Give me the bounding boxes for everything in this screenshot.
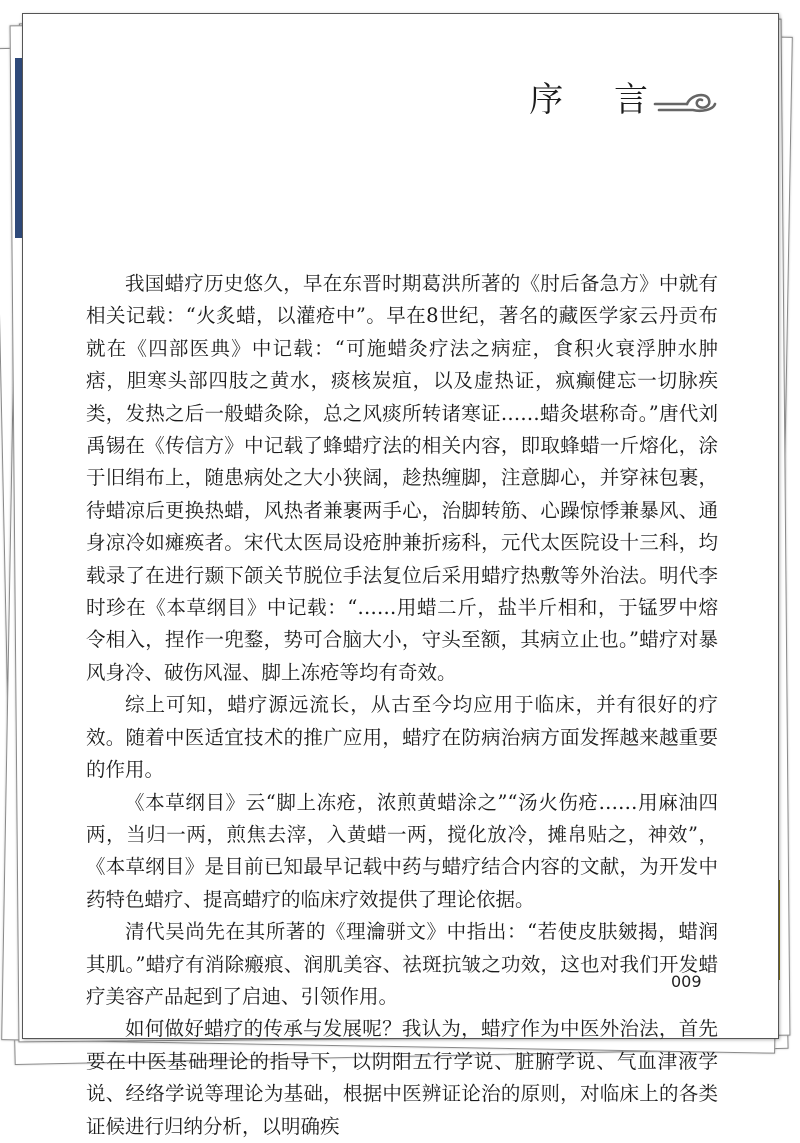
paragraph: 《本草纲目》云“脚上冻疮，浓煎黄蜡涂之”“汤火伤疮……用麻油四两，当归一两，煎焦去滓，入黄蜡一两，搅化放冷，摊帛贴之，神效”，《本草纲目》是目前已知最早记载中药与蜡疗结合内容的文献，为开发中药特色蜡疗、提高蜡疗的临床疗效提供了理论依据。 [86, 790, 718, 911]
page-number: 009 [671, 972, 702, 991]
book-page [22, 13, 779, 1138]
page-title: 序 言 [529, 80, 668, 120]
cloud-ornament-icon [653, 86, 719, 116]
paragraph: 清代吴尚先在其所著的《理瀹骈文》中指出：“若使皮肤皴揭，蜡润其肌。”蜡疗有消除瘢痕、润肌美容、祛斑抗皱之功效，这也对我们开发蜡疗美容产品起到了启迪、引领作用。 [86, 920, 718, 1008]
preface-body [86, 268, 718, 1143]
paragraph: 综上可知，蜡疗源远流长，从古至今均应用于临床，并有很好的疗效。随着中医适宜技术的推广应用，蜡疗在防病治病方面发挥越来越重要的作用。 [86, 693, 718, 782]
paragraph: 如何做好蜡疗的传承与发展呢？我认为，蜡疗作为中医外治法，首先要在中医基础理论的指导下，以阴阳五行学说、脏腑学说、气血津液学说、经络学说等理论为基础，根据中医辨证论治的原则，对临床上的各类证候进行归纳分析，以明确疾 [86, 1017, 718, 1138]
paragraph: 我国蜡疗历史悠久，早在东晋时期葛洪所著的《肘后备急方》中就有相关记载：“火炙蜡，以灌疮中”。早在8世纪，著名的藏医学家云丹贡布就在《四部医典》中记载：“可施蜡灸疗法之病症，食积火衰浮肿水肿痞，胆寒头部四肢之黄水，痰核炭疽，以及虚热证，疯癫健忘一切脉疾类，发热之后一般蜡灸除，总之风痰所转诸寒证……蜡灸堪称奇。”唐代刘禹锡在《传信方》中记载了蜂蜡疗法的相关内容，即取蜂蜡一斤熔化，涂于旧绢布上，随患病处之大小狭阔，趁热缠脚，注意脚心，并穿袜包裹，待蜡凉后更换热蜡，风热者兼裹两手心，治脚转筋、心躁惊悸兼暴风、通身凉冷如瘫痪者。宋代太医局设疮肿兼折疡科，元代太医院设十三科，均载录了在进行颞下颌关节脱位手法复位后采用蜡疗热敷等外治法。明代李时珍在《本草纲目》中记载：“……用蜡二斤，盐半斤相和，于锰罗中熔令相入，捏作一兜鍪，势可合脑大小，守头至额，其病立止也。”蜡疗对暴风身冷、破伤风湿、脚上冻疮等均有奇效。 [86, 272, 718, 684]
